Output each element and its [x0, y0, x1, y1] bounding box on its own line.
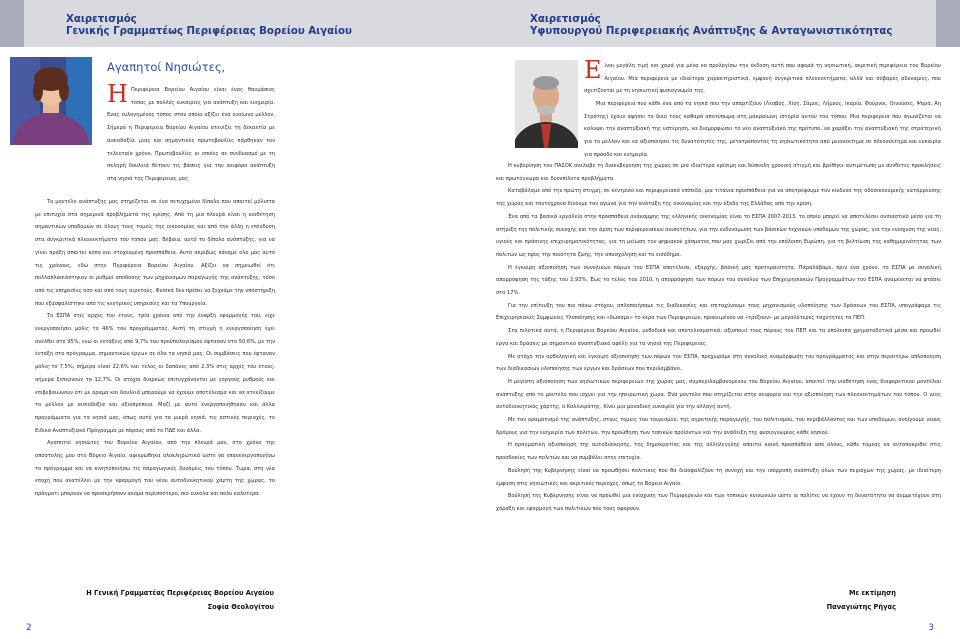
- left-page-number: 2: [26, 623, 32, 633]
- right-paragraph-6: Η έγκαιρη αξιοποίηση των συνολικών πόρων του ΕΣΠΑ αποτέλεσε, εξαρχής, βασική μας προτεραιότητα. Παραλάβαμε, πριν ένα χρόνο, το ΕΣΠΑ με συνολική απορρόφηση της τάξης του 2,93%. Έως το τέλος του 2010, η απορρόφηση των πόρων του συνόλου των Επιχειρησιακών Προγραμμάτων του ΕΣΠΑ αναμένεται να φτάσει στο 17%.: [496, 264, 941, 297]
- right-paragraph-9: Με στόχο την ορθολογική και έγκαιρη αξιοποίηση των πόρων του ΕΣΠΑ, προχωράμε στη συνολική αναμόρφωση του προγράμματος και στην περαιτέρω απλοποίηση των διαδικασιών υλοποίησης των έργων και δράσεων που περιλαμβάνει.: [496, 353, 941, 373]
- left-paragraph-1: Περιφέρεια Βορείου Αιγαίου είναι ένας θαυμάσιος τόπος με πολλές ευκαιρίες για ανάπτυξη και ευημερία. Ενας ευλογημένος τόπος στον οποίο αξίζει ένα ευοίωνο μέλλον. Σήμερα η Περιφέρεια Βορείου Αιγαίου ατενίζει τη δεκαετία με αισιοδοξία, μιας και σημαντικές πρωτοβουλίες πάρθηκαν τον τελευταίο χρόνο. Πρωτοβουλίες οι οποίες σε συνδυασμό με τη σκληρή δουλειά θέτουν τις βάσεις για την αειφόρο ανάπτυξη στα νησιά της Περιφέρειας μας.: [107, 87, 275, 182]
- right-paragraph-4: Καταβάλαμε από την πρώτη στιγμή, σε κεντρικό και περιφερειακό επίπεδο, μια τιτάνια προσπάθεια για να αποτρέψουμε τον κίνδυνο της οδοσικονομικής κατάρρευσης της χώρας και ταυτόχρονα δίνουμε τον αγώνα για την ανάταξη της οικονομίας και την έξοδο της Ελλάδας από την κρίση.: [496, 188, 941, 208]
- right-page-number: 3: [928, 623, 934, 633]
- right-paragraph-8: Στα πιλοτικά αυτά, η Περιφέρεια Βορείου Αιγαίου, μεθοδικά και αποτελεσματικά, αξιοποιεί τους πόρους του ΠΕΠ και τα υπόλοιπα χρηματοδοτικά μέσα και προωθεί έργα και δράσεις με σημαντικό αναπτυξιακό αφέλη για τα νησιά της Περιφέρειας.: [496, 328, 941, 347]
- left-signature-name: Σοφία Θεολογίτου: [207, 603, 274, 611]
- right-paragraph-1: ίναι μεγάλη τιμή και χαρά για μένα να προλογίσω την έκδοση αυτή που αφορά τη νησιωτική, ακριτική περιφέρεια του Βορείου Αιγαίου. Μια περιφέρεια με ιδιαίτερα χαρακτηριστικά, εμφανή συγκριτικά πλεονεκτήματα, αλλά και σοβαρές αδυναμίες, που σχετίζονται με τη νησιωτική φυσιογνωμία της.: [584, 63, 941, 95]
- right-paragraph-11: Με τον οραματισμό της ανάπτυξης, στους τομείς του τουρισμού, της αγροτικής παραγωγής, του πολιτισμού, του περιβάλλοντος και των υποδομών, ανοίγουμε νέους δρόμους για την ευημερία των πολιτών, την προώθηση των τοπικών προϊόντων και την ανάδειξη της φυσιογνωμίας κάθε νησιού.: [496, 417, 941, 436]
- left-header-subtitle: Γενικής Γραμματέως Περιφέρειας Βορείου Αιγαίου: [66, 26, 352, 37]
- right-side-strip: [936, 0, 960, 47]
- left-paragraph-4: Αγαπητοί νησιώτες του Βορείου Αιγαίου, από την πλευρά μου, στο χρόνο της αποστολής μου στο Βόρειο Αιγαίο, αφιερώθηκα ολοκληρωτικά ώστε να επανενεργοποιήσω το πρόγραμμα και να κινητοποιήσω τις παραγωγικές δυνάμεις του τόπου. Τώρα, στη νέα εποχή που ανατέλλει με την εφαρμογή του νέου αυτοδιοικητικού χάρτη της χώρας, το πράγματι μπορούν να προσκρήσουν ακόμα περισσότερο, πιο ευκολα και πολύ καλύτερα.: [35, 440, 275, 498]
- right-signature-name: Παναγιώτης Ρήγας: [826, 603, 896, 611]
- right-header-title: Χαιρετισμός: [530, 14, 601, 25]
- left-dropcap: Η: [107, 80, 128, 108]
- right-paragraph-5: Ένα από τα βασικά εργαλεία στην προσπάθεια ανάκαμψης της ελληνικής οικονομίας είναι το ΕΣΠΑ 2007-2013, το οποίο μπορεί να αποτελέσει ουσιαστικό μέσο για τη στήριξη της πολιτικής συνοχής και την άρση των περιφερειακών ανισοτήτων, για την ενδυνάμωση των βασικών τεχνικών υποδομών της χώρας, για την ενίσχυση της νέας, υγιούς και πράσινης επιχειρηματικότητας, για τη μείωση του ψηφιακού χάσματος που μας χωρίζει από την υπόλοιπη Ευρώπη, για τη βελτίωση της καθημερινότητας των πολιτών ως προς την ποιότητα ζωής, την απασχόληση και το εισόδημα.: [496, 213, 941, 258]
- right-header: [480, 0, 936, 47]
- right-paragraph-10: Η μέγιστη αξιοποίηση των νησιωτικών περιφερειών της χώρας μας, συμπεριλαμβανομένου του Βορείου Αιγαίου, απαιτεί την υιοθέτηση ενός διαφορετικού μοντέλου ανάπτυξης από το μοντέλο που ισχύει για την ηπειρωτική χώρα. Ένα μοντέλο που στηρίζεται στην αειφορία και την αξιοποίηση των πλεονεκτημάτων του τόπου. Ο νέος αυτοδιοικητικός χάρτης, ο Καλλικράτης, δίνει μια μοναδική ευκαιρία για την αλλαγή αυτή.: [496, 378, 941, 411]
- right-body-top: [584, 98, 941, 162]
- right-body: [496, 160, 941, 516]
- left-header: [24, 0, 480, 47]
- deputy-minister-portrait: [515, 60, 578, 148]
- left-signature-title: Η Γενική Γραμματέας Περιφέρειας Βορείου Αιγαίου: [86, 589, 274, 597]
- left-paragraph-3: Το ΕΣΠΑ στις αρχές του έτους, τρία χρόνια από την έναρξη εφαρμογής του, είχε ενεργοποιήσει μόλις το 46% του προγράμματος. Αυτή τη στιγμή η ενεργοποίηση έχει ανέλθει στο 95%, ενώ οι εντάξεις από 9,7% του προϋπολογισμού έφτασαν στο 50,6%, με την ένταξη στο πρόγραμμα, σημαντικών έργων σε όλα τα νησιά μας. Οι συμβάσεις που έφταναν μόλις το 7,5%, σήμερα είναι 22,6% και τέλος οι δαπάνες από 2,3% στις αρχές του έτους, σήμερα ξεπερνούν το 12,7%. Οι στόχοι διαρκώς επιτυγχάνονται με γοργούς ρυθμούς και επιβεβαιώνουν ότι με όραμα και δουλειά μπορούμε να έχουμε αποτέλεσμα και να ατενίζουμε το μέλλον με αισιοδοξία και αξιοπρέπεια. Μαζί με αυτό ενεργοποιήθηκαν και άλλα προγράμματα για τα νησιά μας, όπως αυτό για τα μικρά νησιά, τις αστικές περιοχές, το Ειδικό Αναπτυξιακό Πρόγραμμα με πόρους από το ΠΔΕ και άλλα.: [35, 313, 275, 434]
- left-body: [35, 196, 275, 501]
- right-paragraph-13: Βούλησή της Κυβέρνησης είναι να προωθήσει πολιτικές που θα διασφαλίζουν τη συνοχή και την ισόρροπη ανάπτυξη όλων των περιοχών της χώρας, με ιδιαίτερη έμφαση στις νησιωτικές και ακριτικές περιοχές, όπως το Βόρειο Αιγαίο.: [496, 467, 941, 487]
- left-side-strip: [0, 0, 24, 47]
- right-paragraph-3: Η κυβέρνηση του ΠΑΣΟΚ ανέλαβε τη διακυβέρνηση της χώρας σε μια ιδιαίτερα κρίσιμη και δύσκολη χρονική στιγμή και βρέθηκε αντιμέτωπη με σύνθετες προκλήσεις και πρωτόγνωρα και δυσεπίλυτα προβλήματα.: [496, 163, 941, 182]
- right-paragraph-14: Βούλησή της Κυβέρνησης είναι να προωθεί μια ενίσχυση των Περιφερειών και των τοπικών κοινωνιών ώστε οι πολίτες να έχουν τη δυνατότητα να συμμετέχουν στη χάραξη και εφαρμογή των πολιτικών που τους αφορούν.: [496, 493, 941, 512]
- right-paragraph-7: Για την επίτευξη του πιο πάνω στόχου, απλοποιήσαμε τις διαδικασίες και επιταχύνουμε τους μηχανισμούς υλοποίησης των δράσεων του ΕΣΠΑ, υπογράψαμε τις Επιχειρησιακές Συμφωνίες Υλοποίησης και «δώσαμε» το κέρα των Περιφερειών, προκειμένου να «τρέξουν» με μεγαλύτερες ταχύτητες τα ΠΕΠ.: [496, 302, 941, 322]
- left-paragraph-2: Το μοντέλο ανάπτυξης μας στηρίζεται σε ένα πετυχημένο δίπολο που απαιτεί μόλιστα με επιτυχία στα σημερινά προβλήματα της κρίσης. Από τη μια πλευρά είναι η υιοθέτηση σημαντικών υποδομών σε όλους τους τομείς της οικονομίας και από την άλλη η επένδυση στα συγκριτικά πλεονεκτήματα του τόπου μας. Βέβαια, αυτό το δίπολο ανάπτυξης, για να γίνει πράξη απαιτεί κόπο και στοχευμένη προσπάθεια. Αυτό ακριβώς κάναμε όλο μας αυτό τις χρόνους, εδώ στην Περιφέρεια Βορείου Αιγαίου. Αξίζει να σημειωθεί ότι πολλαπλασιάστηκαν οι ρυθμοί απόδοσης των μηχανισμών παραγωγής της ανάπτυξης, τόσο από τις υπηρεσίες όσο και από τους αιρετούς. Φυσικά δεν πρέπει να ξεχνάμε την υποστήριξη που εξασφαλίστηκε από τις κεντρικές υπηρεσίες και τα Υπουργεία.: [35, 199, 275, 307]
- right-paragraph-2: Μια περιφέρεια που κάθε ένα από τα νησιά που την απαρτίζουν (Λέσβος, Χίος, Σάμος, Λήμνος, Ικαρία, Φούρνοι, Οινούσες, Ψαρά, Αη Στράτης) έχουν αφήσει το δικό τους καθαρό αποτύπωμα στη μακραίωνη ιστορία αυτού του τόπου. Μια περιφέρεια που αγωνίζεται να καλύψει την αναπτυξιακή της υστέρηση, να διαμορφώσει το νέο αναπτυξιακό της πρότυπο, να χαράξει την αναπτυξιακή της στρατηγική για το μέλλον και να αξιοποιήσει τις δυνατότητές της, μετατρέποντας τη νησιωτικότητα από μειονέκτημα σε πλεονέκτημα και ευκαιρία για πρόοδο και ευημερία.: [584, 101, 941, 158]
- left-header-title: Χαιρετισμός: [66, 14, 137, 25]
- right-dropcap: Ε: [584, 56, 602, 84]
- right-intro-block: [584, 56, 941, 98]
- right-page: [480, 0, 960, 639]
- right-paragraph-12: Η πραγματική αξιοποίηση της αυτοδιοίκησης, της δημοκρατίας και της αλληλεγγύης απαιτεί κοινή προσπάθεια από όλους, κάθε τομέας να ανταποκριθεί στις προσδοκίες των πολιτών και να συμβάλει στην επιτυχία.: [496, 442, 941, 462]
- right-signature-title: Με εκτίμηση: [848, 589, 896, 597]
- right-header-subtitle: Υφυπουργού Περιφερειακής Ανάπτυξης & Ανταγωνιστικότητας: [530, 26, 893, 37]
- left-intro-block: [107, 80, 275, 186]
- salutation: Αγαπητοί Νησιώτες,: [107, 60, 226, 74]
- secretary-general-portrait: [10, 57, 92, 145]
